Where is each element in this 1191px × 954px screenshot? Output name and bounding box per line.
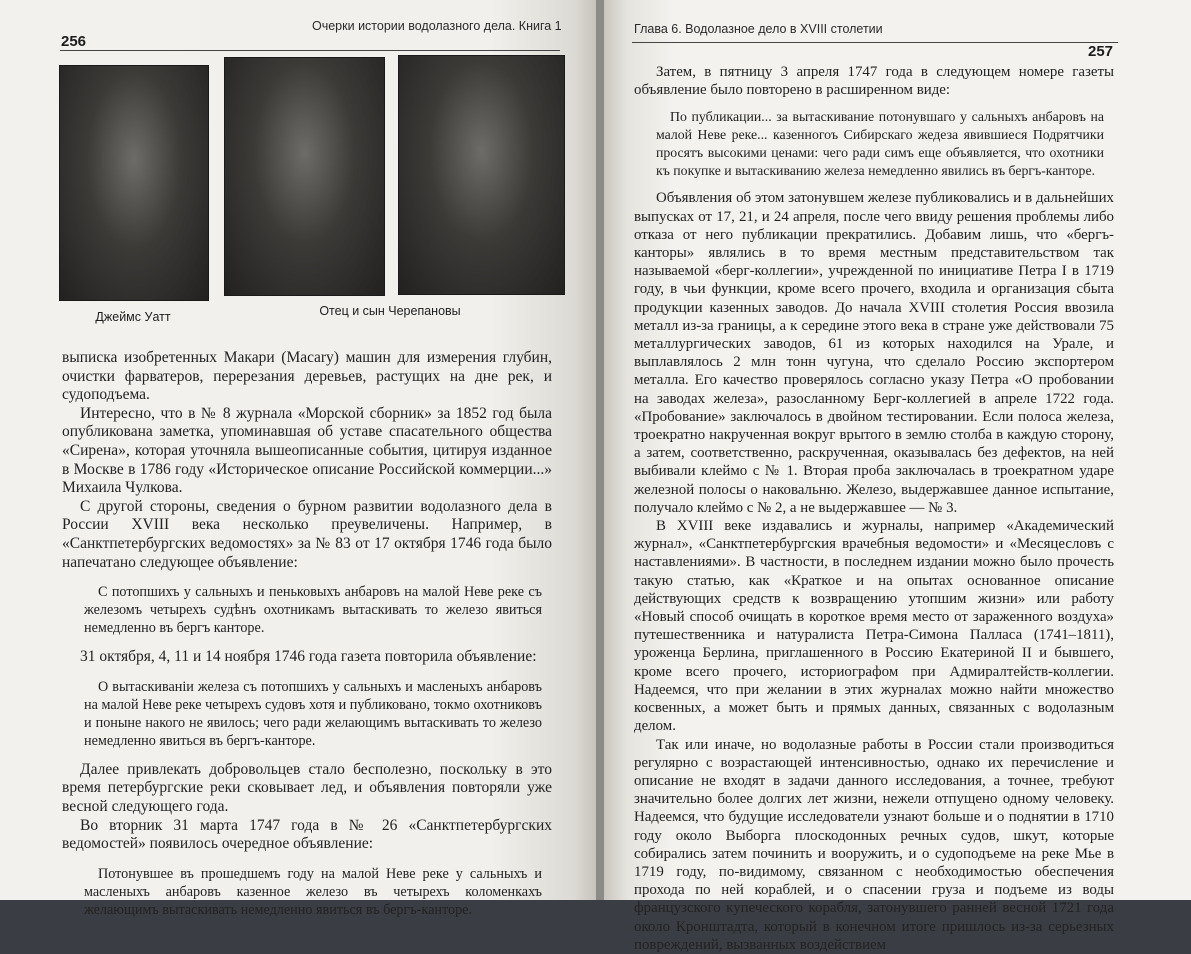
quoted-notice: Потонувшее въ прошедшемъ году на малой Неве реке у сальныхъ и масленыхъ анбаровъ казенное железо въ четырехъ коломенкахъ желающимъ вытаскивать немедленно явиться въ бергъ-канторе. [84,865,542,918]
body-text-left [62,349,552,930]
left-page [0,0,598,918]
running-header-right: Глава 6. Водолазное дело в XVIII столетии [634,22,883,36]
paragraph: Так или иначе, но водолазные работы в России стали производиться регулярно с возрастающей интенсивностью, однако их перечисление и описание не входят в задачи данного исследования, а точнее, требуют значительно более долгих лет жизни, нежели отпущено одному человеку. Надеемся, что будущие исследователи узнают больше и о поднятии в 1710 году около Выборга плоскодонных речных судов, шкут, которые собирались затем починить и вооружить, и о судоподъеме на реке Мье в 1719 году, по-видимому, связанном с необходимостью обеспечения прохода по ней кораблей, и о спасении груза и подъеме из воды французского купеческого корабля, затонувшего ранней весной 1721 года около Кронштадта, который в конечном итоге пришлось из-за серьезных повреждений, вызванных воздействием [634,736,1114,953]
header-rule-right [632,42,1118,43]
quoted-notice: По публикации... за вытаскивание потонувшаго у сальныхъ анбаровъ на малой Неве реке... казенногоъ Сибирскаго жедеза явившиеся Подрятчики просятъ высокими ценами: чего ради симъ еще объявляется, что охотники къ покупке и вытаскиванию железа немедленно явились въ бергъ-канторе. [656,109,1104,179]
paragraph: Во вторник 31 марта 1747 года в № 26 «Санктпетербургских ведомостей» появилось очередное объявление: [62,816,552,853]
paragraph: Объявления об этом затонувшем железе публиковались и в дальнейших выпусках от 17, 21, и 24 апреля, после чего ввиду решения проблемы либо отказа от него публикации прекратились. Добавим лишь, что «бергъ-канторы» являлись в то время местным представительством так называемой «берг-коллегии», учрежденной по инициативе Петра I в 1719 году, в чьи функции, кроме всего прочего, входила и организация сбыта продукции казенных заводов. До начала XVIII столетия Россия ввозила металл из-за границы, а к середине этого века в стране уже действовали 75 металлургических заводов, 61 из которых находился на Урале, и выплавлялось 2 млн тонн чугуна, что сделало Россию экспортером металла. Его качество проверялось согласно указу Петра «О пробовании на заводах железа», разосланному Берг-коллегией в апреле 1722 года. «Пробование» заключалось в двойном тестировании. Если полоса железа, троекратно накрученная вокруг врытого в землю столба в каждую сторону, а затем, соответственно, раскрученная, оказывалась без дефектов, на ней выбивали клеймо с № 1. Вторая проба заключалась в троекратном ударе железной полосы о наковальню. Железо, выдержавшее данное испытание, получало клеймо с № 2, а не выдержавшее — № 3. [634,190,1114,516]
paragraph: Интересно, что в № 8 журнала «Морской сборник» за 1852 год была опубликована заметка, упоминавшая об уставе спасательного общества «Сирена», которая уточняла вышеописанные события, цитируя изданное в Москве в 1786 году «Историческое описание Российской коммерции...» Михаила Чулкова. [62,404,552,497]
header-rule-left [60,50,560,51]
right-page [604,0,1191,953]
quoted-notice: О вытаскиваніи железа съ потопшихъ у сальныхъ и масленыхъ анбаровъ на малой Неве реке четырехъ судовъ хотя и публиковано, токмо охотниковъ и поныне накого не явилось; чего ради желающимъ вытаскивать то железо немедленно явиться въ бергъ-канторе. [84,678,542,749]
paragraph: 31 октября, 4, 11 и 14 ноября 1746 года газета повторила объявление: [80,648,537,666]
caption-watt: Джеймс Уатт [95,310,171,324]
paragraph: Затем, в пятницу 3 апреля 1747 года в следующем номере газеты объявление было повторено в расширенном виде: [634,64,1114,99]
page-number-left: 256 [61,33,87,50]
portrait-cherepanov-son [398,55,565,295]
paragraph: выписка изобретенных Макари (Macary) машин для измерения глубин, очистки фарватеров, перерезания деревьев, растущих на дне рек, и судоподъема. [62,349,552,404]
caption-cherepanovs: Отец и сын Черепановы [319,304,461,318]
quoted-notice: С потопшихъ у сальныхъ и пеньковыхъ анбаровъ на малой Неве реке съ железомъ четырехъ судѣнъ охотникамъ вытаскивать то железо явиться немедленно въ бергъ канторе. [84,584,542,637]
portrait-cherepanov-father [224,57,385,296]
body-text-right [634,63,1114,954]
portrait-watt [59,65,209,301]
paragraph: В XVIII веке издавались и журналы, например «Академический журнал», «Санктпетербургския врачебныя ведомости» и «Месяцесловъ с наставлениями». В частности, в последнем издании можно было прочесть такую статью, как «Краткое и на опытах основанное описание действующих средств к возвращению утопшим жизни» или работу «Новый способ очищать в короткое время место от зараженного воздуха» путешественника и натуралиста Петра-Симона Палласа (1741–1811), уроженца Берлина, приглашенного в Россию Екатериной II и бывшего, кроме всего прочего, историографом при Адмиралтейств-коллегии. Надеемся, что при желании в этих журналах можно найти множество косвенных, а может быть и прямых данных, связанных с водолазным делом. [634,518,1114,735]
running-header-left: Очерки истории водолазного дела. Книга 1 [312,19,562,33]
page-number-right: 257 [1088,43,1114,60]
paragraph: С другой стороны, сведения о бурном развитии водолазного дела в России XVIII века несколько преувеличены. Например, в «Санктпетербургских ведомостях» за № 83 от 17 октября 1746 года было напечатано следующее объявление: [62,497,552,571]
paragraph: Далее привлекать добровольцев стало бесполезно, поскольку в это время петербургские реки сковывает лед, и объявления повторяли уже весной следующего года. [62,760,552,815]
